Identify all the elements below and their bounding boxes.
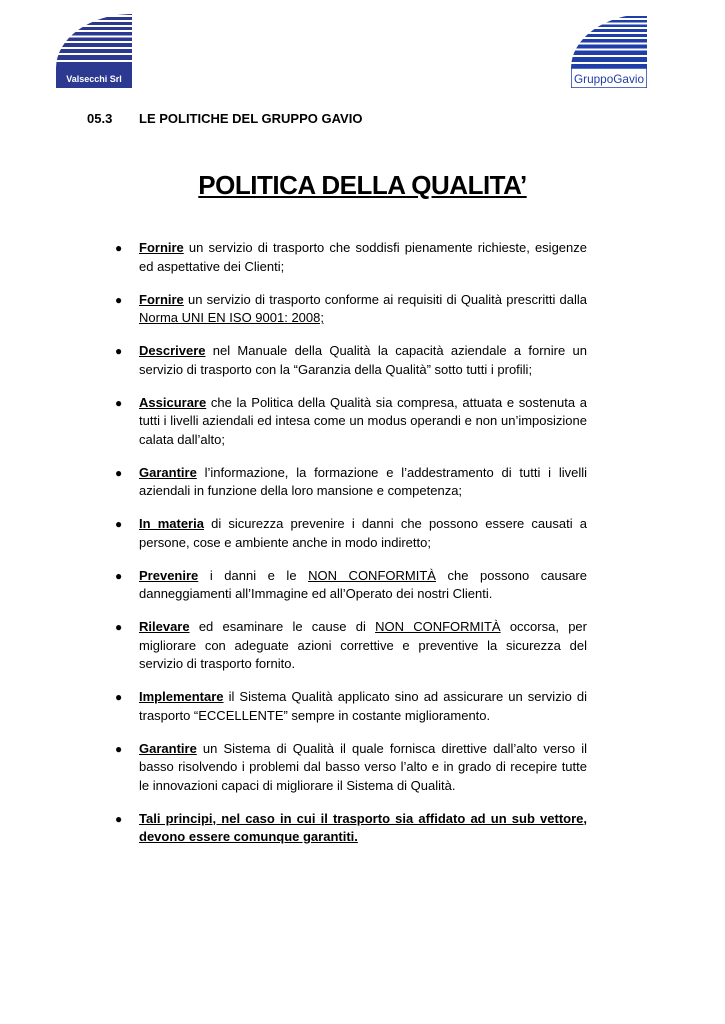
- bullet-icon: ●: [115, 620, 123, 634]
- policy-keyword: Implementare: [139, 689, 224, 704]
- non-conformity-term: NON CONFORMITÀ: [375, 619, 501, 634]
- valsecchi-logo: [56, 12, 132, 88]
- policy-text: un servizio di trasporto conforme ai requisiti di Qualità prescritti dalla: [183, 291, 587, 307]
- policy-item: [113, 567, 587, 604]
- policy-item: [113, 239, 587, 276]
- policy-text: un Sistema di Qualità il quale fornisca direttive dall’alto verso il basso risolvendo i problemi dal basso verso l’alto e in grado di recepire tutte le innovazioni capaci di migliorare il Sistema di Qualità.: [139, 740, 587, 793]
- bullet-icon: ●: [115, 395, 123, 410]
- gruppo-gavio-logo: [571, 12, 647, 88]
- policy-item: [113, 688, 587, 725]
- policy-item: [113, 342, 587, 379]
- section-title: LE POLITICHE DEL GRUPPO GAVIO: [139, 111, 363, 126]
- policy-item: [113, 740, 587, 796]
- final-statement: Tali principi, nel caso in cui il trasporto sia affidato ad un sub vettore, devono essere comunque garantiti.: [139, 810, 587, 844]
- section-number: 05.3: [87, 111, 113, 126]
- policy-list: [113, 239, 587, 861]
- bullet-icon: ●: [115, 241, 123, 255]
- bullet-icon: ●: [115, 690, 123, 704]
- policy-keyword: Descrivere: [139, 343, 206, 358]
- bullet-icon: ●: [115, 465, 123, 480]
- policy-keyword: In materia: [139, 516, 204, 531]
- policy-text: i danni e le: [198, 567, 309, 583]
- policy-text: il Sistema Qualità applicato sino ad assicurare un servizio di trasporto “ECCELLENTE” sempre in costante miglioramento.: [139, 689, 587, 723]
- svg-text:Valsecchi Srl: Valsecchi Srl: [66, 74, 122, 84]
- policy-keyword: Prevenire: [139, 567, 199, 583]
- policy-text: che la Politica della Qualità sia compresa, attuata e sostenuta a tutti i livelli aziendali ed intesa come un modus operandi e non un’imposizione calata dall’alto;: [139, 394, 587, 447]
- policy-keyword: Assicurare: [139, 394, 207, 410]
- bullet-icon: ●: [115, 811, 123, 826]
- bullet-icon: ●: [115, 292, 123, 307]
- policy-text: occorsa, per migliorare con adeguate azioni correttive e preventive la sicurezza del servizio di trasporto fornito.: [139, 619, 587, 671]
- bullet-icon: ●: [115, 344, 123, 358]
- policy-text: nel Manuale della Qualità la capacità aziendale a fornire un servizio di trasporto con la “Garanzia della Qualità” sotto tutti i profili;: [139, 343, 587, 377]
- policy-item: [113, 464, 587, 501]
- bullet-icon: ●: [115, 741, 123, 756]
- policy-keyword: Garantire: [139, 464, 197, 480]
- policy-keyword: Garantire: [139, 740, 197, 756]
- policy-keyword: Rilevare: [139, 619, 190, 634]
- policy-text: l’informazione, la formazione e l’addestramento di tutti i livelli aziendali in funzione della loro mansione e competenza;: [139, 464, 587, 498]
- section-header: [87, 111, 362, 126]
- policy-item: [113, 394, 587, 450]
- policy-keyword: Fornire: [139, 291, 184, 307]
- policy-keyword: Fornire: [139, 240, 184, 255]
- svg-text:GruppoGavio: GruppoGavio: [574, 72, 645, 86]
- bullet-icon: ●: [115, 517, 123, 531]
- final-statement-item: [113, 810, 587, 847]
- policy-text: ed esaminare le cause di: [189, 619, 376, 634]
- policy-text: che possono causare danneggiamenti all’Immagine ed all’Operato dei nostri Clienti.: [139, 567, 587, 601]
- policy-item: [113, 291, 587, 328]
- document-title: POLITICA DELLA QUALITA’: [198, 170, 527, 200]
- policy-text: un servizio di trasporto che soddisfi pienamente richieste, esigenze ed aspettative dei Clienti;: [139, 240, 587, 274]
- policy-item: [113, 515, 587, 552]
- policy-text: di sicurezza prevenire i danni che possono essere causati a persone, cose e ambiente anche in modo indiretto;: [139, 516, 587, 550]
- non-conformity-term: NON CONFORMITÀ: [308, 567, 436, 583]
- bullet-icon: ●: [115, 568, 123, 583]
- norm-reference: Norma UNI EN ISO 9001: 2008;: [139, 310, 324, 325]
- policy-item: [113, 618, 587, 674]
